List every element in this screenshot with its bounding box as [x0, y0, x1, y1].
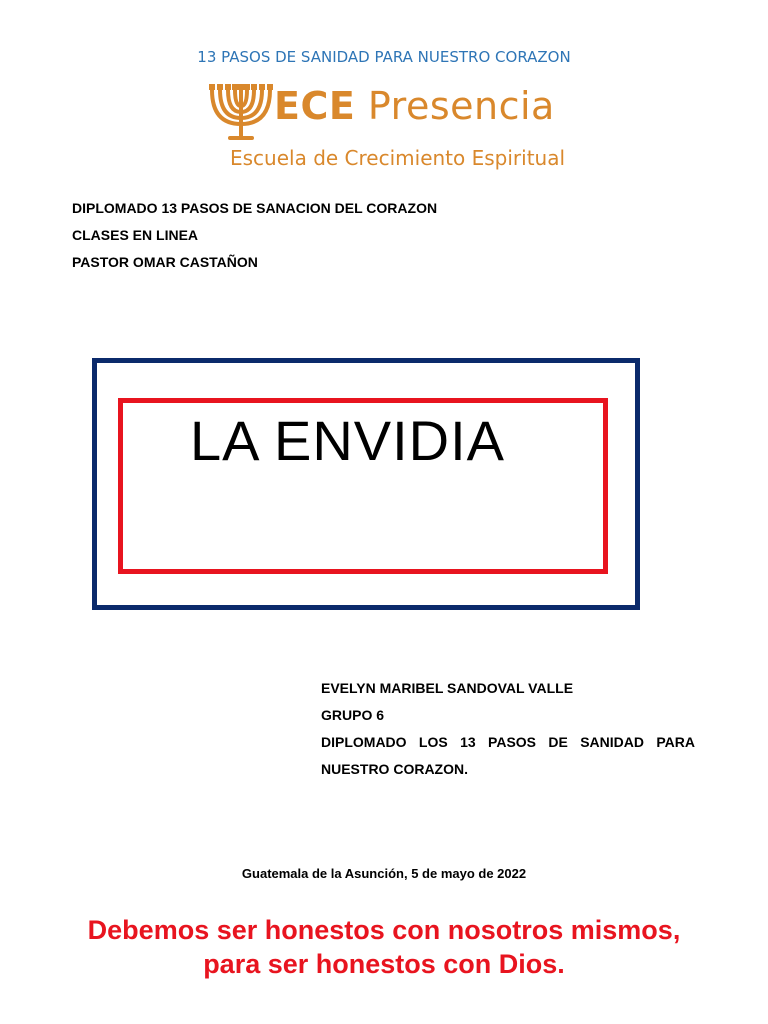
place-date: Guatemala de la Asunción, 5 de mayo de 2022: [241, 866, 527, 881]
header-line-diplomado: DIPLOMADO 13 PASOS DE SANACION DEL CORAZON: [72, 200, 438, 216]
closing-quote: [0, 913, 768, 981]
author-block: [321, 679, 695, 787]
logo-brand-bold: ECE: [274, 84, 356, 128]
quote-line1: Debemos ser honestos con nosotros mismos,: [87, 915, 681, 945]
author-course-line1: DIPLOMADO LOS 13 PASOS DE SANIDAD PARA: [321, 734, 695, 750]
logo-brand-light: Presencia: [367, 84, 555, 128]
header-line-clases: CLASES EN LINEA: [72, 227, 199, 243]
document-heading: 13 PASOS DE SANIDAD PARA NUESTRO CORAZON: [197, 48, 571, 66]
header-line-pastor: PASTOR OMAR CASTAÑON: [72, 254, 258, 270]
main-title: LA ENVIDIA: [190, 409, 506, 472]
header-info: [72, 199, 437, 280]
author-group: GRUPO 6: [321, 707, 385, 723]
author-course-line2: NUESTRO CORAZON.: [321, 761, 468, 777]
logo-tagline: Escuela de Crecimiento Espiritual: [230, 146, 566, 170]
logo-brand-name: [274, 84, 555, 128]
menorah-icon: [206, 84, 276, 146]
author-name: EVELYN MARIBEL SANDOVAL VALLE: [321, 680, 574, 696]
ece-presencia-logo: [206, 84, 592, 176]
quote-line2: para ser honestos con Dios.: [203, 949, 565, 979]
